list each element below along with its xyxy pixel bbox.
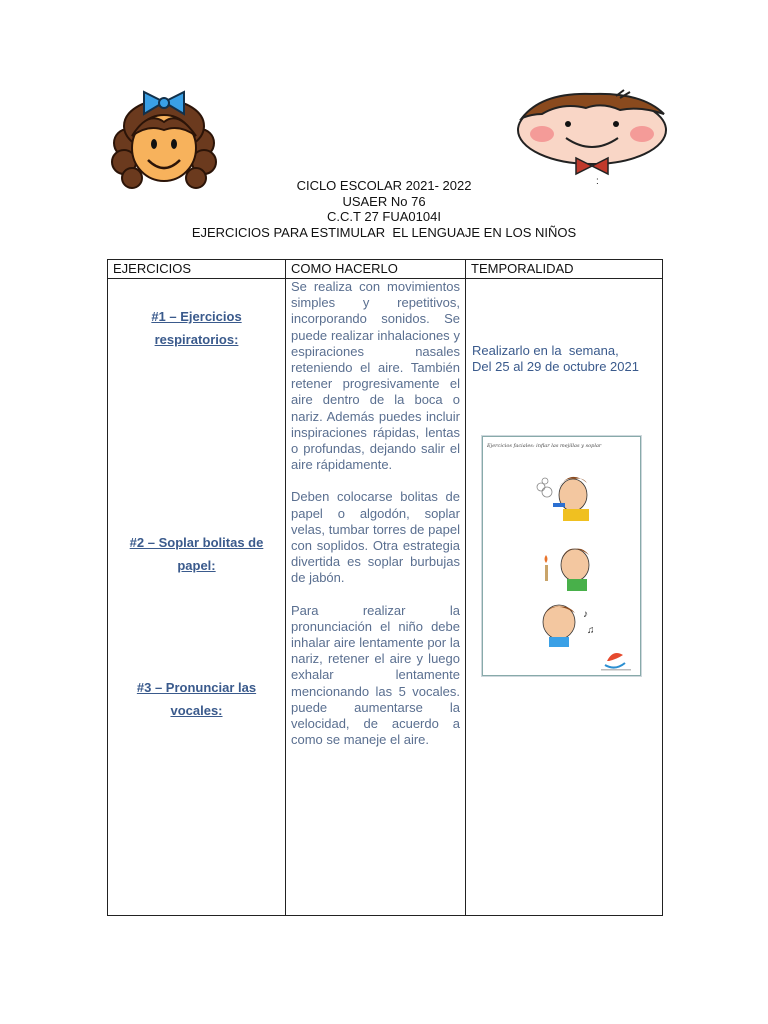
temporality-line1: Realizarlo en la semana,	[472, 343, 619, 358]
temporality-line2: Del 25 al 29 de octubre 2021	[472, 359, 639, 374]
exercise-1-line1: #1 – Ejercicios	[151, 309, 242, 324]
temporality-text	[472, 343, 639, 375]
header-temporality: TEMPORALIDAD	[466, 260, 663, 279]
card-caption: Ejercicios faciales: inflar las mejillas y soplar	[487, 443, 602, 449]
exercise-3-line2: vocales:	[170, 703, 223, 718]
children-blowing-illustration	[483, 437, 640, 675]
how-paragraph-1: Se realiza con movimientos simples y repetitivos, incorporando sonidos. Se puede realizar inhalaciones y espiraciones nasales reteniendo el aire. También retener progresivamente el aire dentro de la boca o nariz. Además puedes incluir inspiraciones rápidas, lentas o profundas, dejando salir el aire rápidamente.	[291, 279, 460, 473]
exercise-2-line2: papel:	[177, 558, 216, 573]
how-paragraph-3: Para realizar la pronunciación el niño debe inhalar aire lentamente por la nariz, retener el aire y luego exhalar lentamente mencionando las 5 vocales. puede aumentarse la velocidad, de acuerdo a como se maneje el aire.	[291, 602, 460, 748]
girl-illustration	[108, 88, 220, 192]
exercise-picture-card	[482, 436, 641, 676]
exercise-2-title	[108, 531, 285, 577]
exercise-1-title	[108, 305, 285, 351]
temporality-cell	[466, 279, 663, 916]
svg-text:♪: ♪	[583, 609, 588, 620]
school-cycle: CICLO ESCOLAR 2021- 2022	[296, 178, 472, 193]
cct-code: C.C.T 27 FUA0104I	[327, 209, 441, 224]
how-paragraph-2: Deben colocarse bolitas de papel o algodón, soplar velas, tumbar torres de papel con soplidos. Otra estrategia divertida es soplar burbujas de jabón.	[291, 489, 460, 586]
svg-text:♫: ♫	[587, 625, 595, 636]
header-how: COMO HACERLO	[286, 260, 466, 279]
document-header	[0, 178, 768, 240]
boy-illustration	[512, 88, 672, 188]
exercises-cell	[108, 279, 286, 916]
how-cell	[286, 279, 466, 916]
usaer-number: USAER No 76	[342, 193, 426, 209]
exercise-3-line1: #3 – Pronunciar las	[136, 680, 257, 695]
svg-text::: :	[596, 176, 599, 187]
exercise-2-line1: #2 – Soplar bolitas de	[129, 535, 264, 550]
table-header-row	[108, 260, 663, 279]
exercise-1-line2: respiratorios:	[154, 332, 239, 347]
table-body-row	[108, 279, 663, 916]
document-title: EJERCICIOS PARA ESTIMULAR EL LENGUAJE EN LOS NIÑOS	[191, 224, 577, 240]
header-exercises: EJERCICIOS	[108, 260, 286, 279]
exercise-3-title	[108, 676, 285, 722]
exercises-table	[107, 259, 663, 916]
